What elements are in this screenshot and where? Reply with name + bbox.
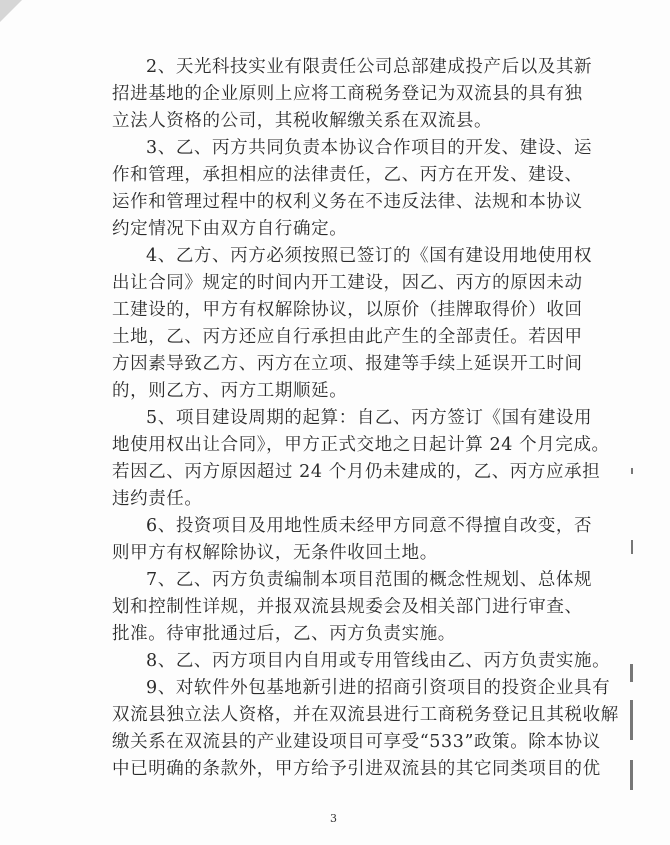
text-line: 出让合同》规定的时间内开工建设，因乙、丙方的原因未动: [112, 273, 583, 293]
text-line: 5、项目建设周期的起算：自乙、丙方签订《国有建设用: [146, 408, 593, 428]
paragraph-2: [112, 54, 592, 135]
text-line: 3、乙、丙方共同负责本协议合作项目的开发、建设、运: [146, 138, 593, 158]
paragraph-9: [112, 675, 619, 783]
text-line: 地使用权出让合同》，甲方正式交地之日起计算 24 个月完成。: [112, 435, 610, 455]
paragraph-7: [112, 567, 592, 648]
paragraph-5: [112, 405, 610, 513]
text-line: 运作和管理过程中的权利义务在不违反法律、法规和本协议: [112, 192, 583, 212]
text-line: 招进基地的企业原则上应将工商税务登记为双流县的具有独: [112, 84, 583, 104]
scan-artifact: [631, 468, 633, 474]
paragraph-4: [112, 243, 592, 405]
text-line: 中已明确的条款外，甲方给予引进双流县的其它同类项目的优: [112, 759, 601, 779]
text-line: 则甲方有权解除协议，无条件收回土地。: [112, 543, 438, 563]
text-line: 土地，乙、丙方还应自行承担由此产生的全部责任。若因甲: [112, 327, 583, 347]
text-line: 双流县独立法人资格，并在双流县进行工商税务登记且其税收解: [112, 705, 619, 725]
text-line: 4、乙方、丙方必须按照已签订的《国有建设用地使用权: [146, 246, 593, 266]
text-line: 立法人资格的公司，其税收解缴关系在双流县。: [112, 111, 493, 131]
paragraph-3: [112, 135, 592, 243]
text-line: 违约责任。: [112, 489, 203, 509]
text-line: 6、投资项目及用地性质未经甲方同意不得擅自改变，否: [146, 516, 593, 536]
text-line: 约定情况下由双方自行确定。: [112, 219, 348, 239]
text-line: 划和控制性详规，并报双流县规委会及相关部门进行审查、: [112, 597, 583, 617]
scan-artifact: [630, 664, 633, 682]
paragraph-6: [112, 513, 592, 567]
document-body: [112, 54, 619, 783]
text-line: 方因素导致乙方、丙方在立项、报建等手续上延误开工时间: [112, 354, 583, 374]
text-line: 8、乙、丙方项目内自用或专用管线由乙、丙方负责实施。: [146, 651, 611, 671]
paragraph-8: [112, 648, 611, 675]
text-line: 9、对软件外包基地新引进的招商引资项目的投资企业具有: [146, 678, 611, 698]
scan-artifact: [631, 540, 633, 554]
text-line: 作和管理，承担相应的法律责任，乙、丙方在开发、建设、: [112, 165, 583, 185]
text-line: 的，则乙方、丙方工期顺延。: [112, 381, 348, 401]
scan-artifact: [630, 760, 633, 790]
scan-corner-shadow: [0, 0, 22, 22]
text-line: 缴关系在双流县的产业建设项目可享受“533”政策。除本协议: [112, 732, 601, 752]
text-line: 2、天光科技实业有限责任公司总部建成投产后以及其新: [146, 57, 593, 77]
text-line: 7、乙、丙方负责编制本项目范围的概念性规划、总体规: [146, 570, 593, 590]
scan-artifact: [630, 700, 633, 740]
text-line: 批准。待审批通过后，乙、丙方负责实施。: [112, 624, 456, 644]
text-line: 若因乙、丙方原因超过 24 个月仍未建成的，乙、丙方应承担: [112, 462, 601, 482]
text-line: 工建设的，甲方有权解除协议，以原价（挂牌取得价）收回: [112, 300, 583, 320]
page-number: 3: [330, 812, 337, 825]
